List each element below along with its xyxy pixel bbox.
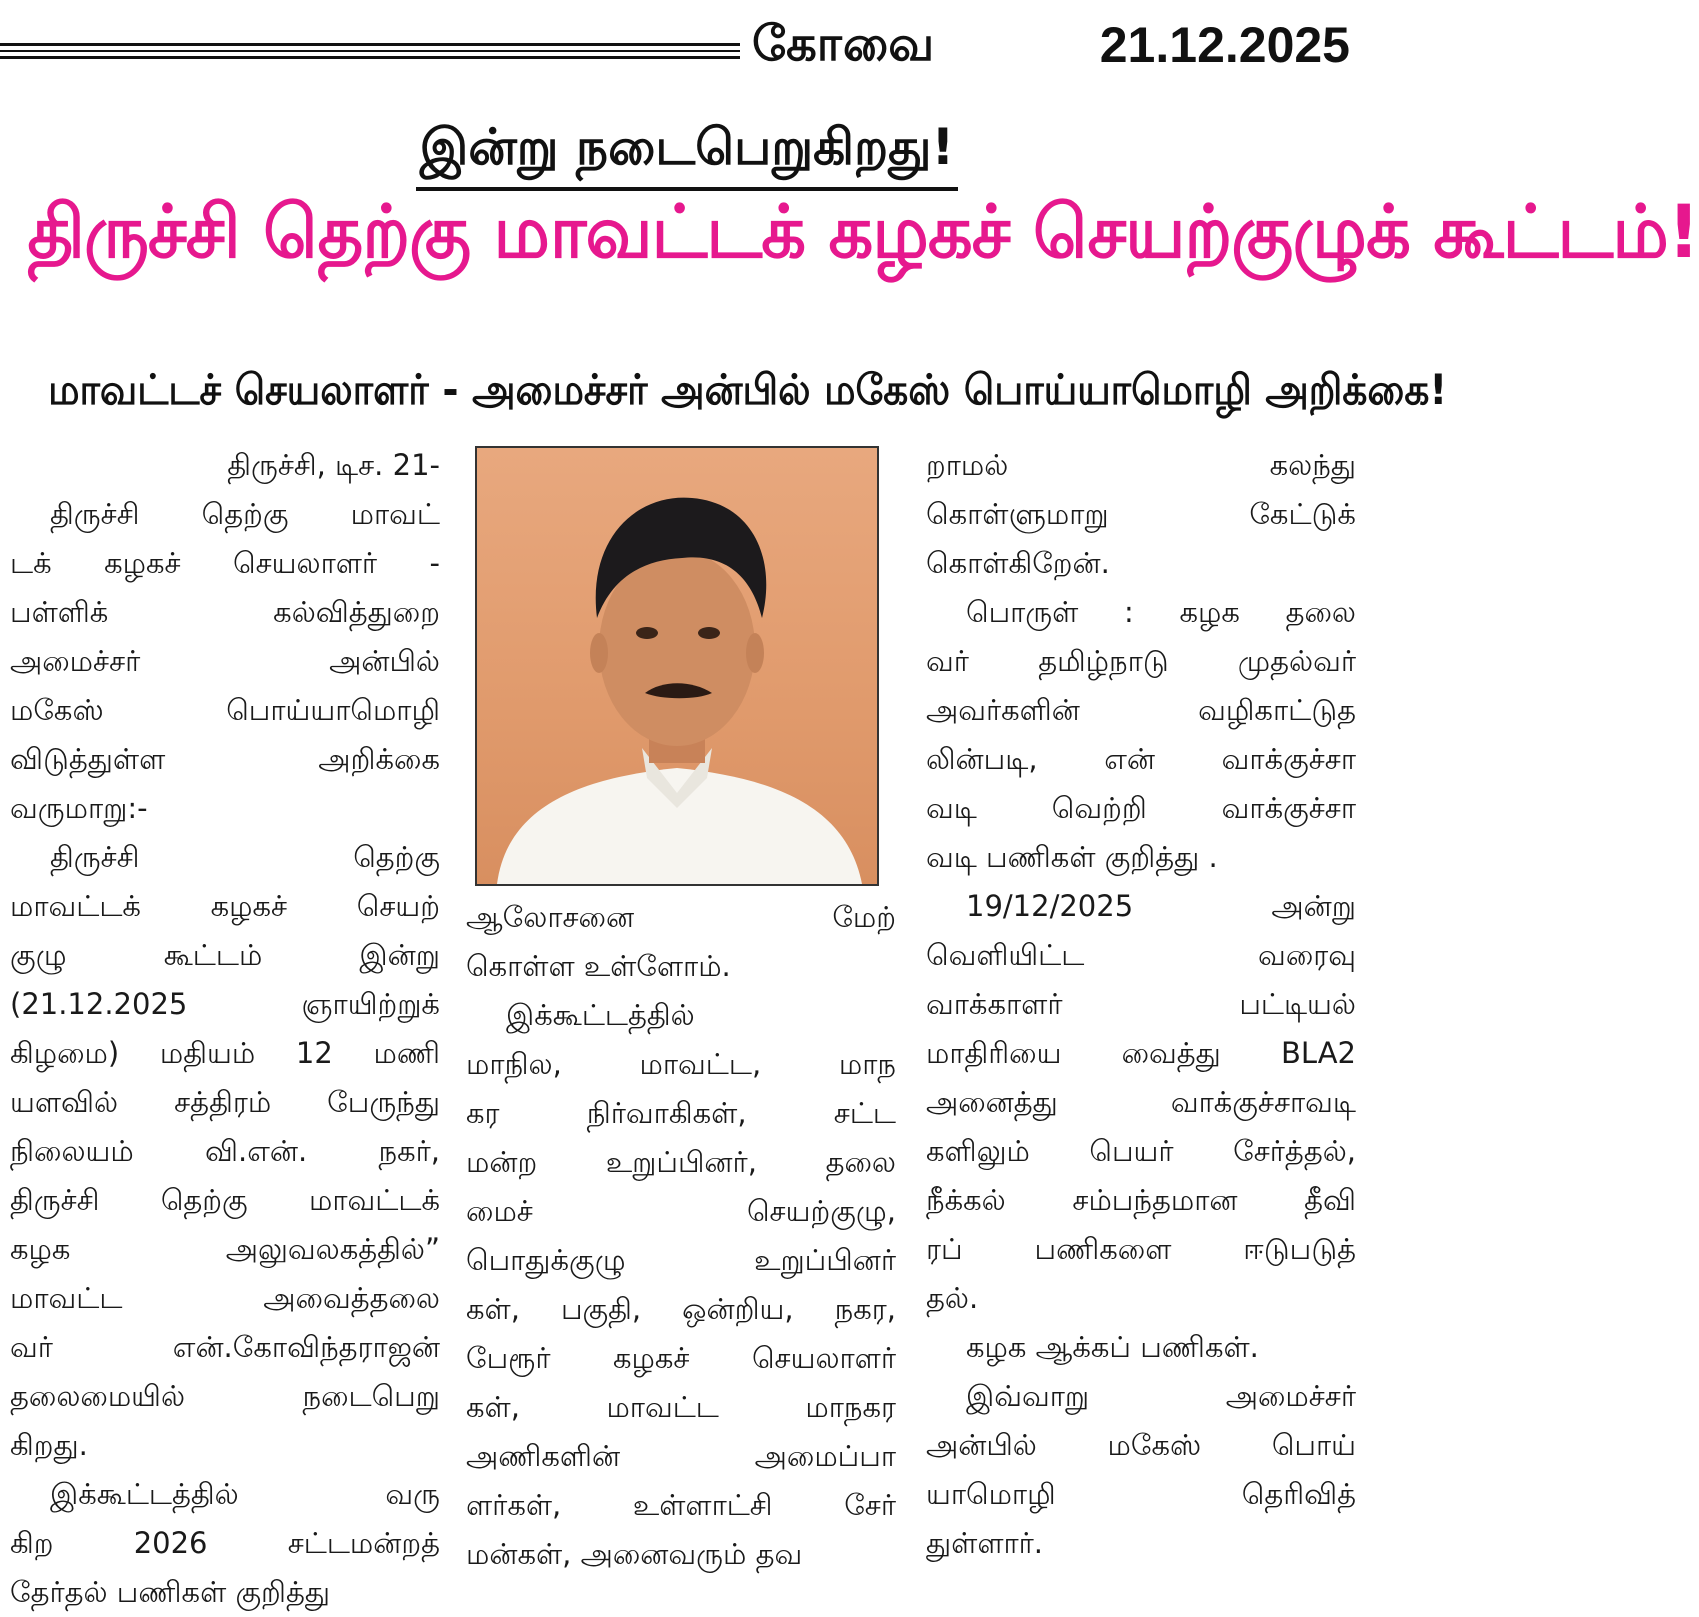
issue-date: 21.12.2025 — [1099, 17, 1350, 73]
col2-text-line: ஆலோசனை மேற் — [466, 900, 896, 934]
col1-text-line: கிறது. — [10, 1428, 88, 1462]
kicker: இன்று நடைபெறுகிறது! — [416, 118, 959, 191]
col2-text-line: கள், பகுதி, ஒன்றிய, நகர, — [466, 1292, 896, 1326]
col3-text-line: வெளியிட்ட வரைவு — [926, 938, 1356, 972]
col3-text-line: லின்படி, என் வாக்குச்சா — [926, 742, 1356, 776]
col3-text-line: நீக்கல் சம்பந்தமான தீவி — [926, 1183, 1356, 1217]
col1-text-line: இக்கூட்டத்தில் வரு — [50, 1477, 440, 1511]
col3-text-line: 19/12/2025 அன்று — [966, 889, 1356, 923]
col1-text-line: கழக அலுவலகத்தில்” — [10, 1232, 440, 1266]
col1-text-line: யளவில் சத்திரம் பேருந்து — [10, 1085, 440, 1119]
article-column-3 — [926, 441, 1356, 1568]
col3-text-line: கொள்கிறேன். — [926, 546, 1110, 580]
headline: திருச்சி தெற்கு மாவட்டக் கழகச் செயற்குழுக் கூட்டம்! — [27, 190, 1699, 275]
col2-text-line: கள், மாவட்ட மாநகர — [466, 1390, 896, 1424]
article-column-1 — [10, 441, 440, 1617]
article-column-2 — [466, 893, 896, 1579]
col2-text-line: பேரூர் கழகச் செயலாளர் — [466, 1341, 896, 1375]
col1-text-line: வர் என்.கோவிந்தராஜன் — [10, 1330, 440, 1364]
portrait-photo — [475, 446, 879, 886]
col1-text-line: வருமாறு:- — [10, 791, 148, 825]
edition-name: கோவை — [752, 16, 936, 72]
col1-text-line: பள்ளிக் கல்வித்துறை — [10, 595, 440, 629]
col3-text-line: தல். — [926, 1281, 979, 1315]
col2-text-line: மன்கள், அனைவரும் தவ — [466, 1537, 803, 1571]
col1-text-line: திருச்சி தெற்கு மாவட் — [50, 497, 440, 531]
col1-text-line: டக் கழகச் செயலாளர் - — [10, 546, 440, 580]
col2-text-line: மன்ற உறுப்பினர், தலை — [466, 1145, 896, 1179]
col1-text-line: குழு கூட்டம் இன்று — [10, 938, 440, 972]
col3-text-line: ரப் பணிகளை ஈடுபடுத் — [926, 1232, 1356, 1266]
col3-text-line: அன்பில் மகேஸ் பொய் — [926, 1428, 1356, 1462]
col1-text-line: நிலையம் வி.என். நகர், — [10, 1134, 440, 1168]
subheadline: மாவட்டச் செயலாளர் - அமைச்சர் அன்பில் மகேஸ் பொய்யாமொழி அறிக்கை! — [48, 365, 1448, 414]
col2-text-line: ளர்கள், உள்ளாட்சி சேர் — [466, 1488, 896, 1522]
col1-text-line: தலைமையில் நடைபெறு — [10, 1379, 440, 1413]
col3-text-line: வாக்காளர் பட்டியல் — [926, 987, 1356, 1021]
col1-text-line: (21.12.2025 ஞாயிற்றுக் — [10, 987, 440, 1021]
masthead-rule — [0, 43, 740, 63]
col1-text-line: திருச்சி தெற்கு மாவட்டக் — [10, 1183, 440, 1217]
col2-text-line: கொள்ள உள்ளோம். — [466, 949, 731, 983]
col2-text-line: கர நிர்வாகிகள், சட்ட — [466, 1096, 896, 1130]
col3-text-line: இவ்வாறு அமைச்சர் — [966, 1379, 1356, 1413]
col2-text-line: அணிகளின் அமைப்பா — [466, 1439, 896, 1473]
col1-text-line: மாவட்ட அவைத்தலை — [10, 1281, 440, 1315]
col1-text-line: மகேஸ் பொய்யாமொழி — [10, 693, 440, 727]
col1-text-line: திருச்சி, டிச. 21- — [227, 448, 440, 482]
masthead — [0, 10, 1374, 80]
col3-text-line: கொள்ளுமாறு கேட்டுக் — [926, 497, 1356, 531]
col3-text-line: கழக ஆக்கப் பணிகள். — [966, 1330, 1259, 1364]
col1-text-line: திருச்சி தெற்கு — [50, 840, 440, 874]
col3-text-line: வடி பணிகள் குறித்து . — [926, 840, 1218, 874]
col1-text-line: மாவட்டக் கழகச் செயற் — [10, 889, 440, 923]
col3-text-line: அனைத்து வாக்குச்சாவடி — [926, 1085, 1356, 1119]
col1-text-line: கிழமை) மதியம் 12 மணி — [10, 1036, 440, 1070]
col3-text-line: வர் தமிழ்நாடு முதல்வர் — [926, 644, 1356, 678]
col3-text-line: களிலும் பெயர் சேர்த்தல், — [926, 1134, 1356, 1168]
col3-text-line: அவர்களின் வழிகாட்டுத — [926, 693, 1356, 727]
col3-text-line: பொருள் : கழக தலை — [966, 595, 1356, 629]
col3-text-line: துள்ளார். — [926, 1526, 1044, 1560]
col2-text-line: பொதுக்குழு உறுப்பினர் — [466, 1243, 896, 1277]
col3-text-line: யாமொழி தெரிவித் — [926, 1477, 1356, 1511]
col1-text-line: விடுத்துள்ள அறிக்கை — [10, 742, 440, 776]
portrait-illustration — [477, 448, 877, 884]
col3-text-line: றாமல் கலந்து — [926, 448, 1356, 482]
col3-text-line: வடி வெற்றி வாக்குச்சா — [926, 791, 1356, 825]
col2-text-line: மைச் செயற்குழு, — [466, 1194, 896, 1228]
col1-text-line: கிற 2026 சட்டமன்றத் — [10, 1526, 440, 1560]
col2-text-line: இக்கூட்டத்தில் — [506, 998, 695, 1032]
col3-text-line: மாதிரியை வைத்து BLA2 — [926, 1036, 1356, 1070]
col2-text-line: மாநில, மாவட்ட, மாந — [466, 1047, 896, 1081]
col1-text-line: தேர்தல் பணிகள் குறித்து — [10, 1575, 331, 1609]
kicker-container — [0, 118, 1374, 191]
col1-text-line: அமைச்சர் அன்பில் — [10, 644, 440, 678]
